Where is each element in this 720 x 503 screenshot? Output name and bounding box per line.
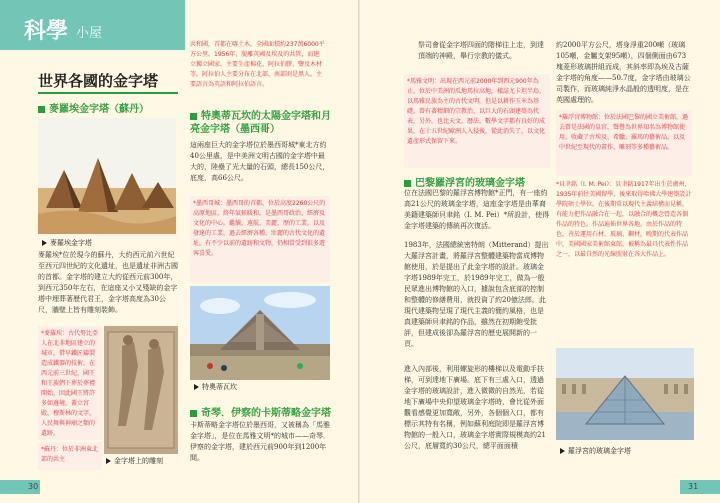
photo-meroe-pyramids: [38, 118, 176, 234]
photo-relief: [104, 326, 178, 454]
louvre-museum-note: *羅浮宮博物館：位於法國巴黎的國立美術館，過去曾是法國的皇宮，聲譽為世界知名為博物館使用。收藏了古埃及、希臘、羅馬的藝術品，以及中世紀至現代的畫作、雕刻等多種藝術品。: [556, 110, 692, 176]
caption-triangle-icon: [560, 448, 565, 454]
louvre-body-1: 位在法國巴黎的羅浮宮博物館*正門，有一座約高21公尺的玻璃金字塔，這座金字塔是由華裔美籍建築師貝聿銘（I. M. Pei）*所設計，使得金字塔建築的傳統再次復活。: [404, 189, 550, 230]
meroe-note-2: *蘇丹：位於非洲東北部的共主: [38, 442, 102, 470]
caption-triangle-icon: [42, 240, 47, 246]
bullet-square-icon: [404, 180, 411, 187]
caption-relief: 金字塔上的雕刻: [106, 456, 163, 466]
section-header: [0, 0, 185, 50]
photo-teotihuacan: [190, 286, 330, 380]
caption-triangle-icon: [194, 384, 199, 390]
bullet-square-icon: [190, 410, 197, 417]
louvre-body-3: 進入內部後，利用螺旋形的樓梯以及電動手扶梯，可到達地下廣場。底下有三處入口，透過金字塔的玻璃設計，進入微微的自然光，若從地下廣場中央仰望玻璃金字塔時，會比從外面觀看感覺更加寬敞，另外，各個個入口，都有標示其特有名稱，例如蘇利庭院即是羅浮宮博物館的一般入口，玻璃金字塔實際規模高約21公尺，底層寬約30公尺，總平面面積: [404, 365, 546, 450]
chichen-body: 卡斯蒂略金字塔位於墨西哥，又被稱為「馬雅金字塔」，是位在馬雅文明*的城市——奇琴．伊察的金字塔，建於西元前900年到1200年間。: [190, 421, 330, 462]
caption-triangle-icon: [106, 458, 111, 464]
caption-louvre: 羅浮宮的玻璃金字塔: [560, 446, 631, 456]
teotihuacan-body: 這兩座巨大的金字塔位於墨西哥城*東北方約40公里處，是中美洲文明古國的金字塔中最大的，陸壘了光大量的石頭，總長150公尺，底度，高66公尺。: [190, 141, 330, 182]
article-title: 世界各國的金字塔: [38, 72, 159, 90]
heading-chichen: 奇琴．伊察的卡斯蒂略金字塔: [190, 404, 350, 419]
meroe-body: 麥羅埃*位於現今的蘇丹，大約西元前六世紀至西元四世紀的文化遺址，也是遺址非洲古國的首都。金字塔的建立大約從西元前300年，到西元350年左右，在這座又小又殘缺的金字塔中埋葬著歷代君王，金字塔高度為30公尺，牆壁上皆有雕刻裝飾。: [38, 251, 178, 314]
mexico-city-note: *墨西哥城：墨西哥的首都，位於高度2260公尺的高原地區，終年氣候暖和，是墨西哥政治、經濟及文化的中心。繼續、遠航、美麗，歷的工業，以及發達的工業，過去經濟各種、壯麗的古代文化的遺址，有不少以前的遺跡和文物，仍相當受到很多遊客喜愛。: [190, 196, 330, 282]
pei-note: *貝聿銘（I. M. Pei）：貝聿銘1917年出生於廣州，1935年前往美國留學，後來取得哈佛大學建築設計學院碩士學位。在後期常以現代主義結構而見稱，有能力把作品融合在一起，以融合的概念營造各個作品的特色。作品遍佈世界各地。由於作品的特色，善於運用石材、玻璃、鋼材，晚期的代表作品中，美國國家美術館東館，被稱為最具代表性作品之一，以最自然的光線照射在各大作品上。: [556, 181, 692, 258]
meroe-note: *麥羅埃：古代努比亞人在北非地區建立的城市，借早鐵匠鑄製造成鐵器的技術，在西元前三世紀，國王和王族們下葬於葬禮開始，因此國王將許多如邊境，蓋立宮殿，穆斯林的文字，人民舞與神廟之類的遺跡。: [38, 326, 102, 440]
caption-meroe: 麥羅埃金字塔: [42, 238, 92, 248]
right-page: [362, 0, 720, 503]
louvre-body-2: 1983年，法國總統密特朗（Mitterand）提出大羅浮宮計畫，將羅浮宮整體建築物當成博物館使用，於是提出了此金字塔的設計。玻璃金字塔1989年完工，於1989年完工，做為一般民眾進出博物館的入口，據說包含底部的控制和整體的修繕費用，就投資了約20億法郎。此現代建築物呈現了現代主義的簡約風格，也是真建築師貝聿銘的作品，雖然在初期飽受批評，但建成後卻為羅浮宮的歷史展開新的一頁。: [404, 241, 549, 348]
page-number-strip: [680, 480, 720, 494]
header-title: 科學: [24, 19, 69, 44]
page-number-right: 31: [688, 482, 699, 491]
bullet-square-icon: [38, 106, 45, 113]
header-subtitle: 小屋: [76, 26, 103, 41]
maya-note: *馬雅文明：出現在西元前2000年到西元900年為止，位於中美洲的瓜地馬拉高地，樣誌尤卡坦半島，以馬雅民族為主的古代文明，但是以耕作玉米為基礎，曾有著精細的宗教治、以巨大的石頭建築為代表，另外，也比天文、曆法、數學文字都有良好的成果，在十五世紀歐洲人入侵後，從此消失了，以文化遺產形式保留下來。: [404, 74, 550, 168]
title-underline: [38, 92, 178, 94]
photo-louvre-pyramid: [556, 348, 694, 440]
heading-louvre: 巴黎羅浮宮的玻璃金字塔: [404, 174, 525, 189]
page-number-left: 30: [28, 482, 39, 491]
right-col2-top: 約2000平方公尺，塔身淨重200噸（玻璃105噸，金屬支架95噸），四個側面由673塊菱形玻璃拼組而成，其斜率即為埃及古薩金字塔的角度——50.7度，金字塔由玻璃公司製作，而玻璃純淨水晶般的透明度，是在英國處理的。: [556, 41, 691, 104]
sudan-note: 共和國，首都在喀土木，全國面積約237萬6000平方公里。1956年，脫離英國及埃及的共管，而建立獨立國家。主要生產棉花、阿拉伯膠、鹽及木材等。阿拉伯人主要分布在北部，南部則是黑人。主要語言為英語和阿拉伯語言。: [190, 41, 325, 88]
heading-teotihuacan: 特奧蒂瓦坎的太陽金字塔和月亮金字塔（墨西哥）: [190, 111, 331, 135]
right-col1-top: 祭司會從金字塔四面的階梯往上走，到達頂端的神殿，舉行宗教的儀式。: [418, 41, 544, 60]
heading-meroe: 麥羅埃金字塔（蘇丹）: [38, 100, 149, 115]
caption-teotihuacan: 特奧蒂瓦坎: [194, 382, 237, 392]
bullet-square-icon: [190, 113, 197, 120]
